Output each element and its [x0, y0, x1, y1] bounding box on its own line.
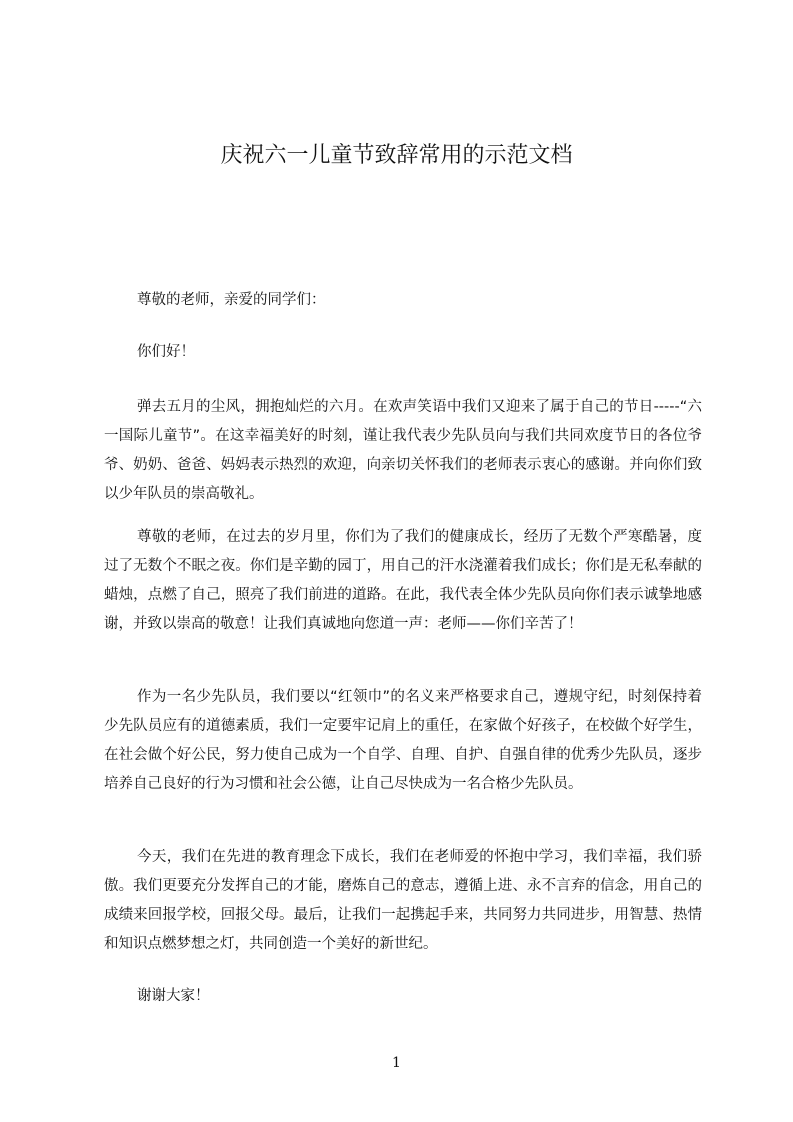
- document-title: 庆祝六一儿童节致辞常用的示范文档: [220, 143, 573, 168]
- body-paragraph-3: 作为一名少先队员，我们要以“红领巾”的名义来严格要求自己，遵规守纪，时刻保持着少先队员应有的道德素质，我们一定要牢记肩上的重任，在家做个好孩子，在校做个好学生，在社会做个好公民，努力使自己成为一个自学、自理、自护、自强自律的优秀少先队员，逐步培养自己良好的行为习惯和社会公德，让自己尽快成为一名合格少先队员。: [104, 689, 702, 792]
- closing: 谢谢大家！: [137, 988, 210, 1004]
- salutation: 尊敬的老师，亲爱的同学们：: [137, 292, 326, 308]
- body-paragraph-1: 弹去五月的尘风，拥抱灿烂的六月。在欢声笑语中我们又迎来了属于自己的节日-----“六一国际儿童节”。在这幸福美好的时刻，谨让我代表少先队员向与我们共同欢度节日的各位爷爷、奶奶、爸爸、妈妈表示热烈的欢迎，向亲切关怀我们的老师表示衷心的感谢。并向你们致以少年队员的崇高敬礼。: [104, 399, 702, 502]
- greeting: 你们好！: [137, 344, 195, 360]
- body-paragraph-2: 尊敬的老师，在过去的岁月里，你们为了我们的健康成长，经历了无数个严寒酷暑，度过了无数个不眠之夜。你们是辛勤的园丁，用自己的汗水浇灌着我们成长；你们是无私奉献的蜡烛，点燃了自己，照亮了我们前进的道路。在此，我代表全体少先队员向你们表示诚挚地感谢，并致以崇高的敬意！让我们真诚地向您道一声：老师——你们辛苦了！: [104, 529, 702, 632]
- page-number: 1: [392, 1055, 401, 1071]
- body-paragraph-4: 今天，我们在先进的教育理念下成长，我们在老师爱的怀抱中学习，我们幸福，我们骄傲。我们更要充分发挥自己的才能，磨炼自己的意志，遵循上进、永不言弃的信念，用自己的成绩来回报学校，回报父母。最后，让我们一起携起手来，共同努力共同进步，用智慧、热情和知识点燃梦想之灯，共同创造一个美好的新世纪。: [104, 849, 702, 952]
